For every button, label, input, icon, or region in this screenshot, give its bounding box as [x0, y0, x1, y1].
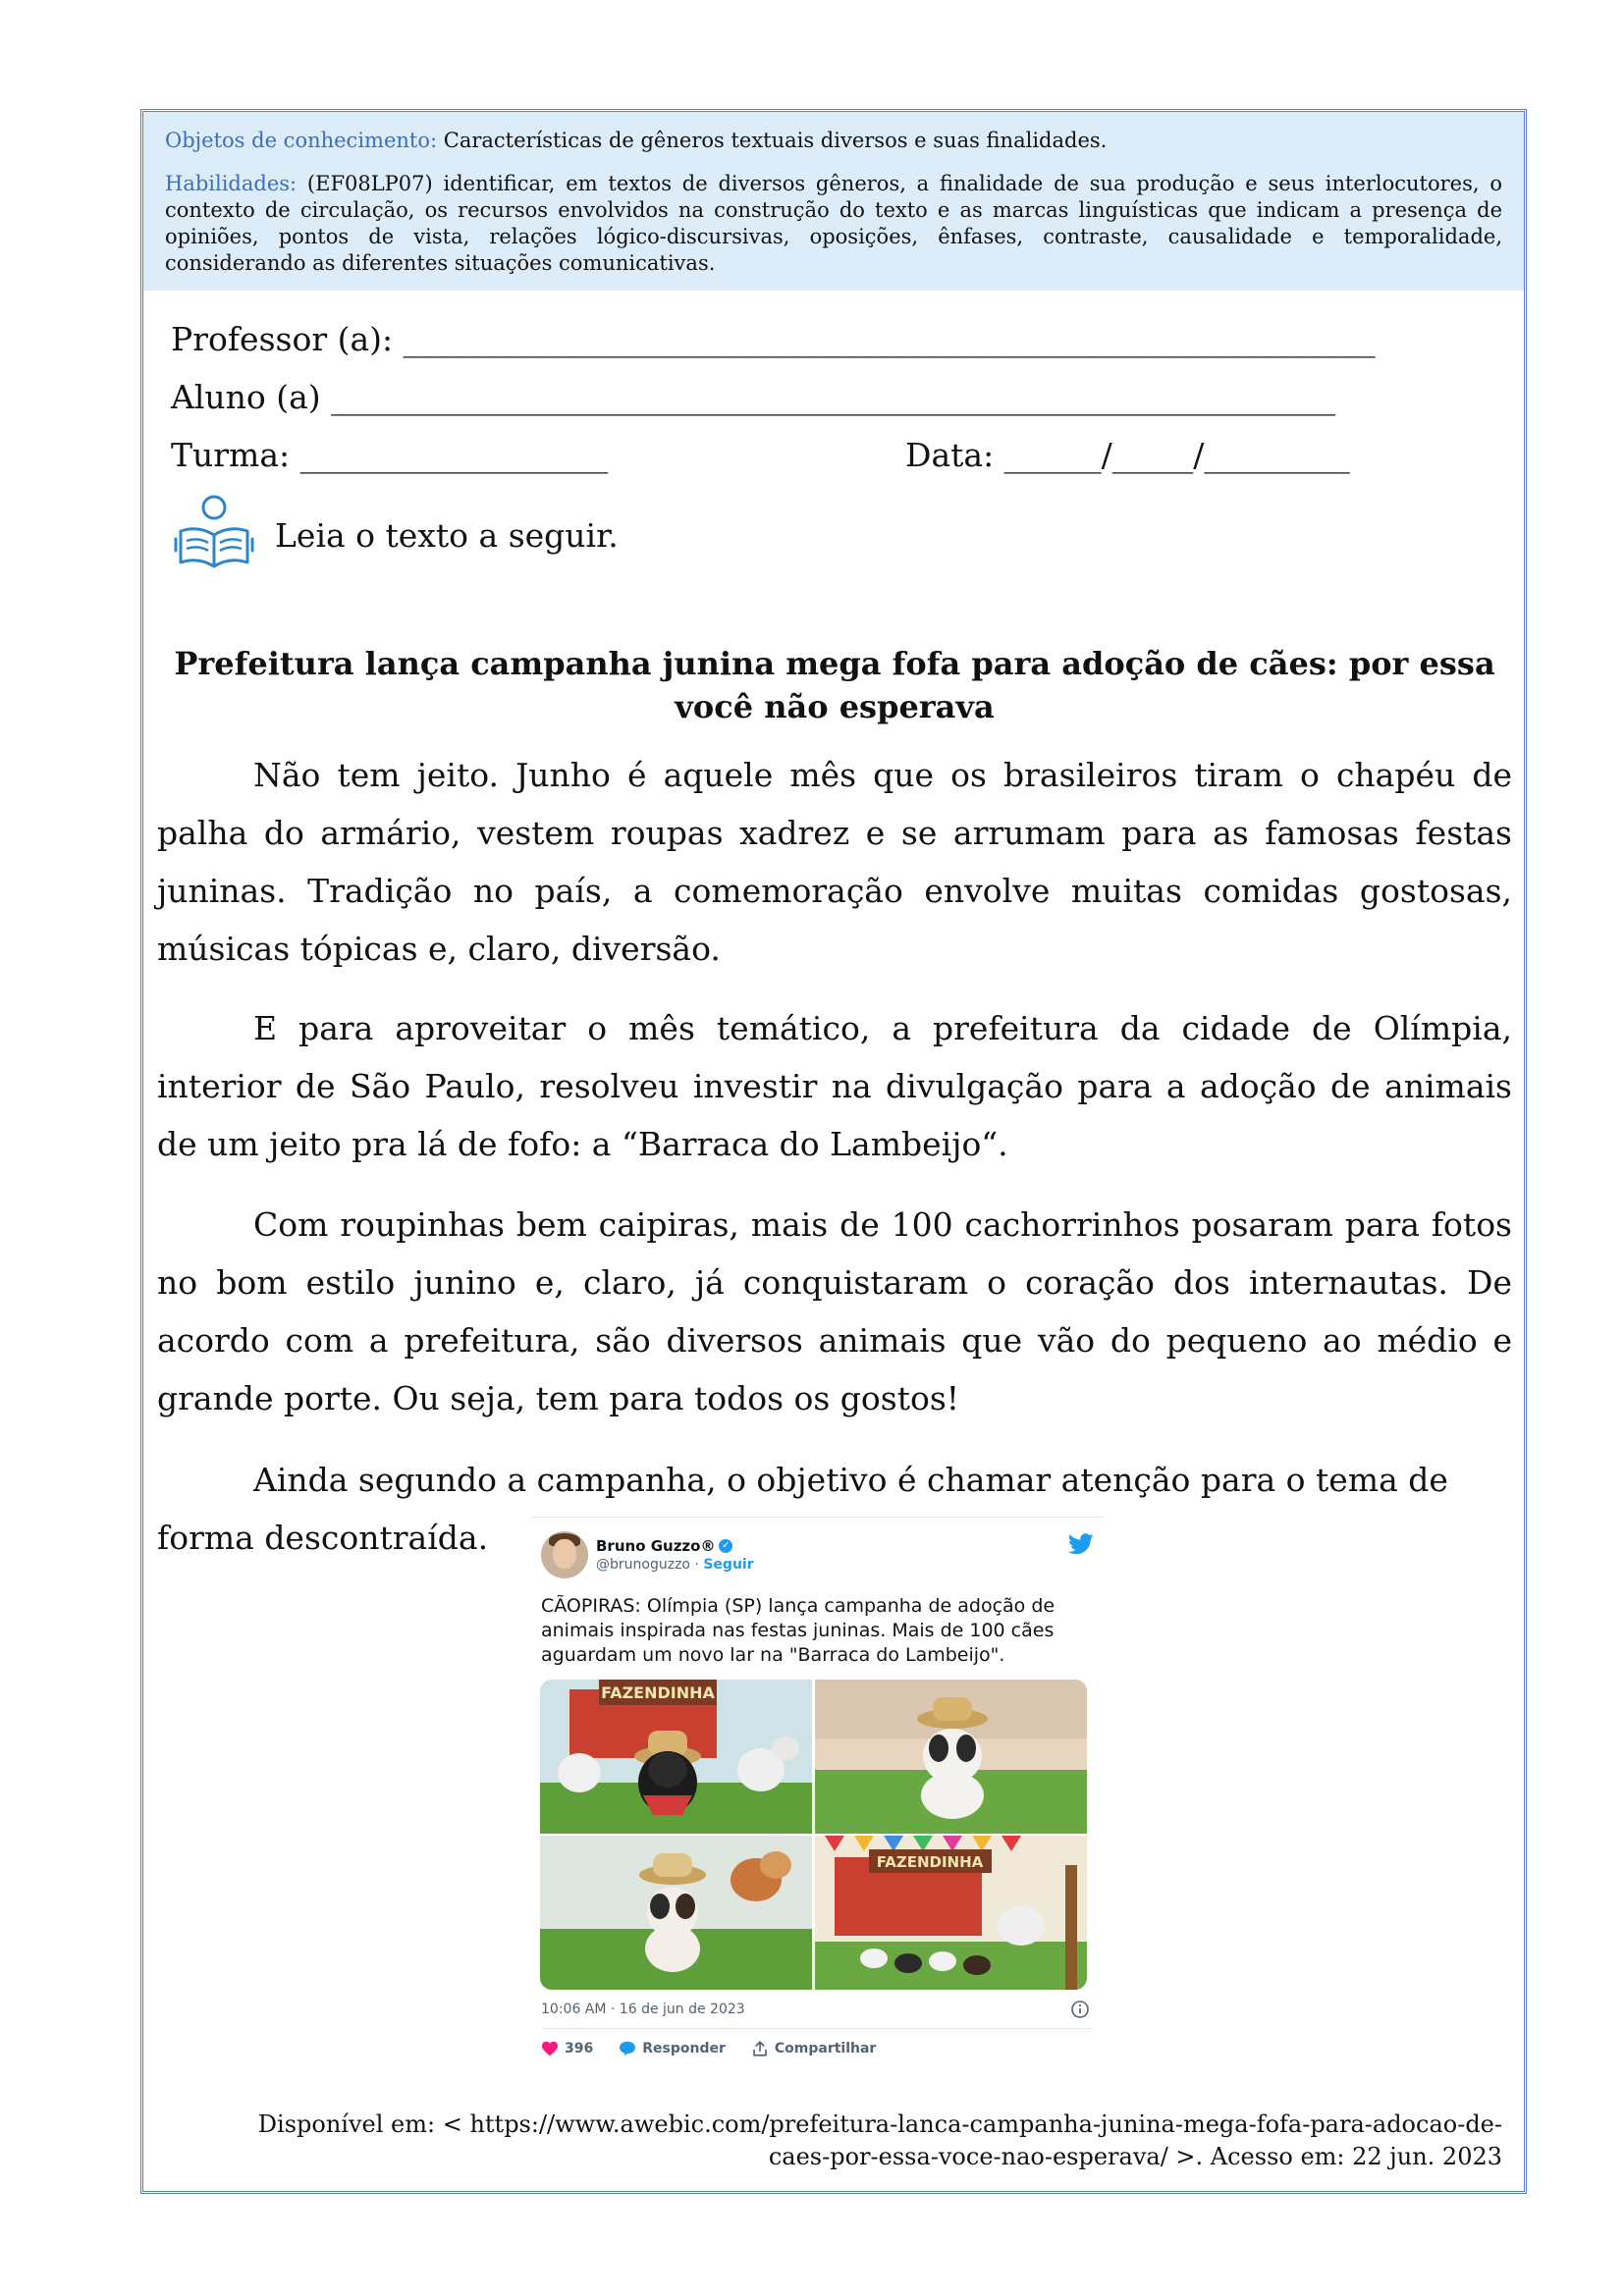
reply-label: Responder: [642, 2041, 726, 2056]
paragraph-1: Não tem jeito. Junho é aquele mês que os brasileiros tiram o chapéu de palha do armário, vestem roupas xadrez e se arrumam para as famosas festas juninas. Tradição no país, a comemoração envolve muitas comidas gostosas, músicas tópicas e, claro, diversão.: [157, 756, 1512, 968]
heart-icon: [541, 2041, 559, 2056]
tweet-timestamp[interactable]: 10:06 AM · 16 de jun de 2023: [541, 2002, 745, 2017]
fazendinha-sign-1: FAZENDINHA: [601, 1683, 715, 1702]
objetos-label: Objetos de conhecimento:: [165, 129, 438, 152]
reading-book-icon: [173, 492, 255, 578]
share-button[interactable]: [751, 2040, 876, 2057]
tweet-author[interactable]: Bruno Guzzo ® ✓: [596, 1537, 754, 1555]
habilidades-text: (EF08LP07) identificar, em textos de diversos gêneros, a finalidade de sua produção e seus interlocutores, o contexto de circulação, os recursos envolvidos na construção do texto e as marcas linguísticas que indicam a presença de opiniões, pontos de vista, relações lógico-discursivas, oposições, ênfases, contraste, causalidade e temporalidade, considerando as diferentes situações comunicativas.: [165, 172, 1502, 275]
data-field[interactable]: Data: ______/_____/_________: [905, 436, 1350, 474]
tweet-handle-row: @brunoguzzo · Seguir: [596, 1557, 754, 1573]
article-title: Prefeitura lança campanha junina mega fofa para adoção de cães: por essa você não esperava: [174, 645, 1495, 725]
aluno-field[interactable]: Aluno (a) ______________________________________________________________: [171, 378, 1336, 416]
tweet-handle: @brunoguzzo: [596, 1557, 690, 1573]
paragraph-2: E para aproveitar o mês temático, a prefeitura da cidade de Olímpia, interior de São Paulo, resolveu investir na divulgação para a adoção de animais de um jeito pra lá de fofo: a “Barraca do Lambeijo“.: [157, 1009, 1512, 1163]
share-label: Compartilhar: [774, 2041, 877, 2056]
habilidades-line: [165, 171, 1502, 277]
avatar[interactable]: [541, 1531, 588, 1578]
tweet-actions: [541, 2040, 901, 2057]
turma-field[interactable]: Turma: ___________________: [171, 436, 609, 474]
like-count: 396: [565, 2041, 594, 2056]
source-line-1[interactable]: Disponível em: < https://www.awebic.com/prefeitura-lanca-campanha-junina-mega-fofa-para-adocao-de-: [257, 2110, 1502, 2138]
photo-white-puppy-hat[interactable]: [815, 1680, 1087, 1834]
photo-puppies-fazendinha[interactable]: [815, 1836, 1087, 1990]
share-icon: [751, 2040, 769, 2057]
like-button[interactable]: [541, 2041, 593, 2056]
embedded-tweet[interactable]: [531, 1517, 1104, 2082]
twitter-bird-icon[interactable]: [1068, 1533, 1094, 1559]
professor-field[interactable]: Professor (a): ____________________________________________________________: [171, 320, 1376, 358]
photo-puppy-hat-sitting[interactable]: [540, 1836, 812, 1990]
source-line-2: caes-por-essa-voce-nao-esperava/ >. Acesso em: 22 jun. 2023: [768, 2143, 1502, 2170]
reply-button[interactable]: [619, 2041, 726, 2056]
paragraph-4-text: Ainda segundo a campanha, o objetivo é chamar atenção para o tema de forma descontraída.: [157, 1461, 1448, 1557]
info-icon[interactable]: [1070, 2000, 1090, 2023]
fazendinha-sign-2: FAZENDINHA: [876, 1853, 984, 1871]
photo-black-puppy[interactable]: [540, 1680, 812, 1834]
instruction-text: Leia o texto a seguir.: [275, 515, 619, 555]
tweet-divider: [541, 2028, 1091, 2029]
verified-icon: ✓: [719, 1539, 732, 1553]
reading-instruction: [173, 491, 619, 579]
source-citation: [157, 2109, 1502, 2173]
tweet-header: [541, 1531, 754, 1578]
reply-icon: [619, 2041, 636, 2056]
tweet-photo-grid[interactable]: [540, 1680, 1087, 1990]
objetos-line: [165, 128, 1502, 154]
objetos-text: Características de gêneros textuais diversos e suas finalidades.: [443, 129, 1108, 152]
paragraph-3: Com roupinhas bem caipiras, mais de 100 cachorrinhos posaram para fotos no bom estilo junino e, claro, já conquistaram o coração dos internautas. De acordo com a prefeitura, são diversos animais que vão do pequeno ao médio e grande porte. Ou seja, tem para todos os gostos!: [157, 1205, 1512, 1417]
tweet-text: CÃOPIRAS: Olímpia (SP) lança campanha de adoção de animais inspirada nas festas juninas. Mais de 100 cães aguardam um novo lar na "Barraca do Lambeijo".: [541, 1595, 1056, 1666]
habilidades-label: Habilidades:: [165, 172, 298, 195]
follow-button[interactable]: Seguir: [703, 1557, 754, 1573]
info-box: [143, 112, 1524, 291]
